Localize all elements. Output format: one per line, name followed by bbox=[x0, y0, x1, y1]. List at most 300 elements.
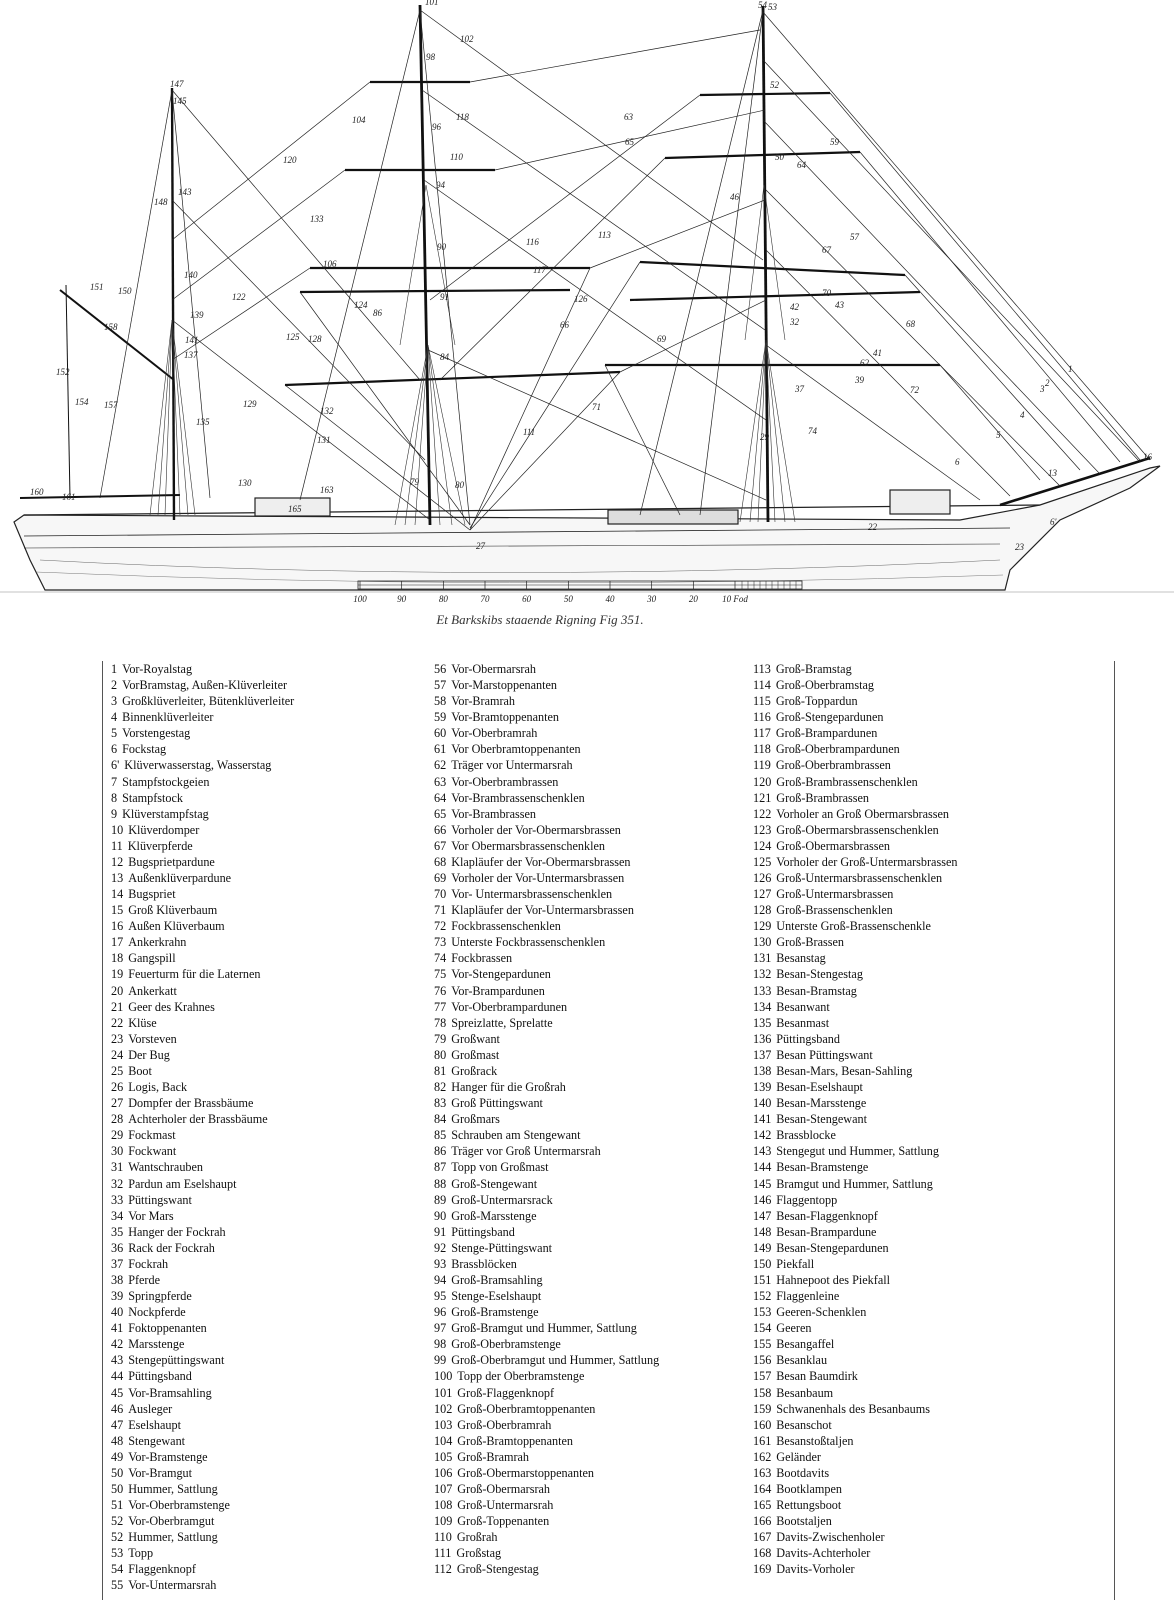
drawing-number-label: 130 bbox=[238, 478, 252, 488]
legend-term: Vor-Oberbrambrassen bbox=[451, 774, 559, 789]
legend-item bbox=[434, 725, 659, 741]
drawing-number-label: 137 bbox=[184, 350, 198, 360]
legend-number: 45 bbox=[111, 1385, 124, 1400]
legend-item bbox=[753, 983, 957, 999]
legend-number: 86 bbox=[434, 1144, 447, 1159]
drawing-number-label: 50 bbox=[775, 152, 784, 162]
legend-term: Foktoppenanten bbox=[128, 1321, 207, 1336]
legend-term: Stampfstockgeien bbox=[122, 774, 210, 789]
legend-item bbox=[753, 1304, 957, 1320]
legend-item bbox=[111, 1529, 294, 1545]
legend-term: Groß-Bramgut und Hummer, Sattlung bbox=[451, 1321, 637, 1336]
legend-number: 4 bbox=[111, 710, 118, 725]
legend-item bbox=[434, 709, 659, 725]
drawing-number-label: 165 bbox=[288, 504, 302, 514]
legend-number: 144 bbox=[753, 1160, 772, 1175]
legend-item bbox=[753, 1063, 957, 1079]
legend-item bbox=[753, 854, 957, 870]
legend-item bbox=[434, 822, 659, 838]
legend-number: 53 bbox=[111, 1546, 124, 1561]
legend-term: Vor-Marstoppenanten bbox=[451, 678, 557, 693]
legend-number: 93 bbox=[434, 1256, 447, 1271]
legend-number: 88 bbox=[434, 1176, 447, 1191]
legend-term: Stenge-Püttingswant bbox=[451, 1240, 553, 1255]
legend-term: Groß-Marsstenge bbox=[451, 1208, 537, 1223]
legend-number: 52 bbox=[111, 1530, 124, 1545]
legend-number: 83 bbox=[434, 1096, 447, 1111]
legend-number: 48 bbox=[111, 1433, 124, 1448]
legend-number: 50 bbox=[111, 1481, 124, 1496]
legend-term: Topp von Großmast bbox=[451, 1160, 549, 1175]
legend-number: 101 bbox=[434, 1385, 453, 1400]
legend-number: 78 bbox=[434, 1015, 447, 1030]
legend-number: 17 bbox=[111, 935, 124, 950]
drawing-number-label: 94 bbox=[436, 180, 445, 190]
legend-number: 153 bbox=[753, 1305, 772, 1320]
scale-label: 80 bbox=[438, 594, 448, 604]
drawing-number-label: 101 bbox=[425, 0, 439, 7]
legend-number: 139 bbox=[753, 1080, 772, 1095]
legend-item bbox=[111, 886, 294, 902]
legend-number: 112 bbox=[434, 1562, 452, 1577]
legend-number: 21 bbox=[111, 999, 124, 1014]
drawing-number-label: 125 bbox=[286, 332, 300, 342]
legend-term: Flaggenknopf bbox=[128, 1562, 196, 1577]
legend-term: Davits-Achterholer bbox=[776, 1546, 871, 1561]
legend-number: 116 bbox=[753, 710, 771, 725]
legend-term: Vorholer der Groß-Untermarsbrassen bbox=[776, 854, 958, 869]
legend-number: 123 bbox=[753, 822, 772, 837]
legend-number: 70 bbox=[434, 887, 447, 902]
legend-term: Rettungsboot bbox=[776, 1498, 842, 1513]
legend-term: Klüverpferde bbox=[127, 838, 193, 853]
legend-term: Schrauben am Stengewant bbox=[451, 1128, 581, 1143]
legend-term: Püttingsband bbox=[776, 1031, 840, 1046]
legend-number: 66 bbox=[434, 822, 447, 837]
legend-number: 157 bbox=[753, 1369, 772, 1384]
legend-item bbox=[434, 1240, 659, 1256]
legend-term: Groß-Stengepardunen bbox=[775, 710, 884, 725]
legend-number: 159 bbox=[753, 1401, 772, 1416]
drawing-number-label: 69 bbox=[657, 334, 666, 344]
legend-term: Vor-Bramgut bbox=[128, 1465, 193, 1480]
legend-item bbox=[111, 741, 294, 757]
legend-item bbox=[111, 709, 294, 725]
legend-item bbox=[434, 677, 659, 693]
legend-number: 8 bbox=[111, 790, 118, 805]
legend-term: Vor-Stengepardunen bbox=[451, 967, 551, 982]
legend-term: Wantschrauben bbox=[128, 1160, 204, 1175]
legend-term: Unterste Fockbrassenschenklen bbox=[451, 935, 606, 950]
drawing-number-label: 140 bbox=[184, 270, 198, 280]
legend-term: Besan-Mars, Besan-Sahling bbox=[776, 1063, 913, 1078]
legend-item bbox=[753, 886, 957, 902]
legend-term: Vor-Royalstag bbox=[122, 662, 193, 676]
scale-label: 70 bbox=[480, 594, 490, 604]
legend-term: Gangspill bbox=[128, 951, 176, 966]
scale-label: 30 bbox=[647, 594, 657, 604]
legend-number: 118 bbox=[753, 742, 771, 757]
legend-item bbox=[111, 1176, 294, 1192]
drawing-number-label: 117 bbox=[533, 265, 546, 275]
legend-item bbox=[111, 934, 294, 950]
legend-term: Geeren-Schenklen bbox=[776, 1305, 867, 1320]
legend-number: 23 bbox=[111, 1031, 124, 1046]
legend-item bbox=[434, 1513, 659, 1529]
legend-number: 50 bbox=[111, 1465, 124, 1480]
legend-item bbox=[434, 918, 659, 934]
legend-term: Groß-Oberbramtoppenanten bbox=[457, 1401, 596, 1416]
legend-term: Hahnepoot des Piekfall bbox=[776, 1272, 891, 1287]
legend-item bbox=[753, 1272, 957, 1288]
legend-number: 72 bbox=[434, 919, 447, 934]
legend-number: 105 bbox=[434, 1449, 453, 1464]
legend-term: Besan Püttingswant bbox=[776, 1047, 873, 1062]
legend-item bbox=[753, 1095, 957, 1111]
legend-number: 1 bbox=[111, 662, 118, 676]
legend-number: 6 bbox=[111, 742, 118, 757]
legend-number: 14 bbox=[111, 887, 124, 902]
drawing-number-label: 29 bbox=[760, 432, 769, 442]
legend-number: 147 bbox=[753, 1208, 772, 1223]
legend-term: Groß-Untermarsrack bbox=[451, 1192, 553, 1207]
drawing-number-label: 71 bbox=[592, 402, 601, 412]
legend-item bbox=[434, 870, 659, 886]
legend-number: 73 bbox=[434, 935, 447, 950]
legend-number: 108 bbox=[434, 1498, 453, 1513]
legend-term: Bramgut und Hummer, Sattlung bbox=[776, 1176, 933, 1191]
drawing-number-label: 3 bbox=[1040, 384, 1045, 394]
drawing-number-label: 41 bbox=[873, 348, 882, 358]
legend-term: Besanbaum bbox=[776, 1385, 834, 1400]
legend-number: 151 bbox=[753, 1272, 772, 1287]
legend-number: 143 bbox=[753, 1144, 772, 1159]
legend-term: Hanger für die Großrah bbox=[451, 1080, 566, 1095]
legend-item bbox=[434, 999, 659, 1015]
legend-number: 131 bbox=[753, 951, 772, 966]
drawing-number-label: 154 bbox=[75, 397, 89, 407]
legend-term: Groß-Oberbramrah bbox=[457, 1417, 552, 1432]
drawing-number-label: 113 bbox=[598, 230, 611, 240]
legend-term: Groß-Oberbramgut und Hummer, Sattlung bbox=[451, 1353, 660, 1368]
legend-item bbox=[753, 693, 957, 709]
legend-item bbox=[753, 661, 957, 677]
legend-term: Ausleger bbox=[128, 1401, 173, 1416]
legend-number: 94 bbox=[434, 1272, 447, 1287]
legend-number: 56 bbox=[434, 662, 447, 676]
legend-item bbox=[753, 1545, 957, 1561]
legend-term: Bootstaljen bbox=[776, 1514, 832, 1529]
drawing-number-label: 96 bbox=[432, 122, 441, 132]
legend-number: 57 bbox=[434, 678, 447, 693]
legend-item bbox=[111, 1031, 294, 1047]
legend-item bbox=[434, 1079, 659, 1095]
legend-term: Boot bbox=[128, 1063, 152, 1078]
drawing-number-label: 57 bbox=[850, 232, 859, 242]
legend-number: 35 bbox=[111, 1224, 124, 1239]
drawing-number-label: 91 bbox=[440, 292, 449, 302]
drawing-number-label: 23 bbox=[1015, 542, 1024, 552]
legend-number: 125 bbox=[753, 854, 772, 869]
legend-number: 141 bbox=[753, 1112, 772, 1127]
legend-item bbox=[111, 1545, 294, 1561]
drawing-number-label: 66 bbox=[560, 320, 569, 330]
legend-number: 64 bbox=[434, 790, 447, 805]
legend-number: 33 bbox=[111, 1192, 124, 1207]
legend-number: 136 bbox=[753, 1031, 772, 1046]
legend-number: 111 bbox=[434, 1546, 452, 1561]
legend-number: 98 bbox=[434, 1337, 447, 1352]
legend-term: Klüverdomper bbox=[128, 822, 200, 837]
drawing-number-label: 68 bbox=[906, 319, 915, 329]
legend-number: 152 bbox=[753, 1289, 772, 1304]
legend-term: Klapläufer der Vor-Obermarsbrassen bbox=[451, 854, 631, 869]
legend-number: 89 bbox=[434, 1192, 447, 1207]
legend-term: Bugsprietpardune bbox=[128, 854, 215, 869]
legend-number: 41 bbox=[111, 1321, 124, 1336]
legend-item bbox=[111, 1192, 294, 1208]
legend-term: Besangaffel bbox=[776, 1337, 835, 1352]
legend-number: 38 bbox=[111, 1272, 124, 1287]
legend-item bbox=[434, 1111, 659, 1127]
legend-item bbox=[753, 966, 957, 982]
legend-number: 3 bbox=[111, 694, 118, 709]
drawing-number-label: 132 bbox=[320, 406, 334, 416]
legend-item bbox=[753, 1256, 957, 1272]
legend-item bbox=[753, 1079, 957, 1095]
legend-term: Groß Klüverbaum bbox=[128, 903, 218, 918]
legend-number: 100 bbox=[434, 1369, 453, 1384]
legend-number: 5 bbox=[111, 726, 118, 741]
drawing-number-label: 67 bbox=[822, 245, 831, 255]
legend-item bbox=[111, 1015, 294, 1031]
legend-item bbox=[434, 1208, 659, 1224]
legend-term: Vorholer der Vor-Obermarsbrassen bbox=[451, 822, 621, 837]
legend-term: Stengewant bbox=[128, 1433, 186, 1448]
legend-item bbox=[753, 870, 957, 886]
legend-term: Besan-Marsstenge bbox=[776, 1096, 867, 1111]
legend-term: Püttingswant bbox=[128, 1192, 192, 1207]
legend-item bbox=[111, 725, 294, 741]
drawing-number-label: 6' bbox=[1050, 517, 1057, 527]
legend-number: 16 bbox=[111, 919, 124, 934]
legend-item bbox=[434, 1449, 659, 1465]
legend-term: Spreizlatte, Sprelatte bbox=[451, 1015, 553, 1030]
legend-number: 155 bbox=[753, 1337, 772, 1352]
legend-item bbox=[434, 1417, 659, 1433]
legend-number: 63 bbox=[434, 774, 447, 789]
legend-term: VorBramstag, Außen-Klüverleiter bbox=[122, 678, 288, 693]
legend-item bbox=[111, 806, 294, 822]
legend-number: 121 bbox=[753, 790, 772, 805]
legend-number: 60 bbox=[434, 726, 447, 741]
legend-item bbox=[434, 1320, 659, 1336]
legend-term: Fockwant bbox=[128, 1144, 177, 1159]
legend-term: Vor-Brambrassenschenklen bbox=[451, 790, 585, 805]
legend-item bbox=[434, 1401, 659, 1417]
legend-term: Besan-Bramstenge bbox=[776, 1160, 869, 1175]
legend-item bbox=[753, 902, 957, 918]
legend-item bbox=[111, 757, 294, 773]
legend-term: Brassblöcken bbox=[451, 1256, 517, 1271]
legend-item bbox=[434, 1529, 659, 1545]
drawing-number-label: 122 bbox=[232, 292, 246, 302]
drawing-number-label: 118 bbox=[456, 112, 469, 122]
legend-term: Besanmast bbox=[776, 1015, 830, 1030]
legend-item bbox=[111, 1320, 294, 1336]
legend-item bbox=[111, 1304, 294, 1320]
legend-term: Davits-Zwischenholer bbox=[776, 1530, 885, 1545]
legend-term: Groß-Obermarsbrassenschenklen bbox=[776, 822, 939, 837]
legend-number: 140 bbox=[753, 1096, 772, 1111]
legend-term: Hummer, Sattlung bbox=[128, 1530, 218, 1545]
legend-number: 154 bbox=[753, 1321, 772, 1336]
legend-item bbox=[111, 1079, 294, 1095]
legend-column-2 bbox=[434, 661, 659, 1577]
legend-term: Logis, Back bbox=[128, 1080, 188, 1095]
legend-term: Groß-Stengewant bbox=[451, 1176, 538, 1191]
legend-number: 138 bbox=[753, 1063, 772, 1078]
legend-item bbox=[753, 1449, 957, 1465]
legend-item bbox=[753, 1433, 957, 1449]
legend-number: 114 bbox=[753, 678, 771, 693]
legend-item bbox=[111, 1481, 294, 1497]
legend-term: Geer des Krahnes bbox=[128, 999, 215, 1014]
legend-term: Davits-Vorholer bbox=[776, 1562, 855, 1577]
legend-term: Besanschot bbox=[776, 1417, 832, 1432]
legend-term: Besan-Brampardune bbox=[776, 1224, 877, 1239]
legend-term: Groß-Untermarsbrassen bbox=[776, 887, 894, 902]
legend-item bbox=[753, 1320, 957, 1336]
legend-term: Besan-Bramstag bbox=[776, 983, 857, 998]
legend-item bbox=[434, 1272, 659, 1288]
legend-number: 129 bbox=[753, 919, 772, 934]
legend-item bbox=[753, 1159, 957, 1175]
legend-item bbox=[753, 1127, 957, 1143]
legend-term: Groß-Toppardun bbox=[775, 694, 858, 709]
legend-item bbox=[111, 1063, 294, 1079]
drawing-number-label: 32 bbox=[790, 317, 799, 327]
legend-number: 156 bbox=[753, 1353, 772, 1368]
legend-term: Vorholer an Groß Obermarsbrassen bbox=[776, 806, 949, 821]
legend-number: 65 bbox=[434, 806, 447, 821]
legend-item bbox=[753, 725, 957, 741]
legend-term: Vor-Bramrah bbox=[451, 694, 516, 709]
legend-number: 76 bbox=[434, 983, 447, 998]
legend-item bbox=[434, 934, 659, 950]
legend-term: Groß-Obermarsbrassen bbox=[776, 838, 890, 853]
legend-item bbox=[434, 1015, 659, 1031]
legend-item bbox=[753, 918, 957, 934]
legend-term: Groß-Bramrah bbox=[457, 1449, 530, 1464]
legend-item bbox=[111, 1561, 294, 1577]
legend-term: Schwanenhals des Besanbaums bbox=[776, 1401, 930, 1416]
legend-number: 99 bbox=[434, 1353, 447, 1368]
scale-label: 100 bbox=[353, 594, 367, 604]
legend-item bbox=[111, 950, 294, 966]
legend-item bbox=[753, 1047, 957, 1063]
legend-item bbox=[753, 1561, 957, 1577]
legend-term: Außen Klüverbaum bbox=[128, 919, 225, 934]
legend-number: 122 bbox=[753, 806, 772, 821]
legend-term: Groß-Flaggenknopf bbox=[457, 1385, 555, 1400]
legend-term: Groß-Obermarsrah bbox=[457, 1481, 551, 1496]
legend-term: Groß-Bramsahling bbox=[451, 1272, 543, 1287]
legend-number: 126 bbox=[753, 871, 772, 886]
legend-item bbox=[111, 1272, 294, 1288]
legend-item bbox=[434, 1336, 659, 1352]
legend-item bbox=[434, 757, 659, 773]
legend-item bbox=[753, 950, 957, 966]
legend-item bbox=[434, 983, 659, 999]
drawing-number-label: 42 bbox=[790, 302, 799, 312]
legend-term: Groß-Bramstag bbox=[775, 662, 852, 676]
legend-number: 81 bbox=[434, 1063, 447, 1078]
legend-item bbox=[111, 1159, 294, 1175]
legend-item bbox=[434, 1545, 659, 1561]
legend-number: 163 bbox=[753, 1465, 772, 1480]
scale-label: 40 bbox=[605, 594, 615, 604]
legend-number: 42 bbox=[111, 1337, 124, 1352]
legend-item bbox=[434, 1385, 659, 1401]
legend-term: Püttingsband bbox=[128, 1369, 192, 1384]
legend-item bbox=[753, 1224, 957, 1240]
drawing-number-label: 158 bbox=[104, 322, 118, 332]
drawing-number-label: 4 bbox=[1020, 410, 1025, 420]
legend-item bbox=[111, 838, 294, 854]
legend-number: 43 bbox=[111, 1353, 124, 1368]
legend-term: Fockbrassenschenklen bbox=[451, 919, 561, 934]
legend-term: Rack der Fockrah bbox=[128, 1240, 215, 1255]
legend-term: Vor Oberbramtoppenanten bbox=[451, 742, 581, 757]
legend-term: Feuerturm für die Laternen bbox=[128, 967, 261, 982]
legend-term: Besanstag bbox=[776, 951, 826, 966]
legend-number: 59 bbox=[434, 710, 447, 725]
legend-number: 130 bbox=[753, 935, 772, 950]
legend-item bbox=[753, 1352, 957, 1368]
legend-number: 74 bbox=[434, 951, 447, 966]
legend-item bbox=[111, 1208, 294, 1224]
legend-item bbox=[434, 1095, 659, 1111]
legend-number: 106 bbox=[434, 1465, 453, 1480]
legend-item bbox=[753, 1401, 957, 1417]
legend-term: Stenge-Eselshaupt bbox=[451, 1289, 542, 1304]
legend-item bbox=[753, 1385, 957, 1401]
legend-number: 10 bbox=[111, 822, 124, 837]
legend-item bbox=[753, 1417, 957, 1433]
legend-number: 166 bbox=[753, 1514, 772, 1529]
legend-term: Vor-Bramtoppenanten bbox=[451, 710, 560, 725]
drawing-number-label: 84 bbox=[440, 352, 449, 362]
legend-term: Groß-Untermarsrah bbox=[457, 1498, 554, 1513]
drawing-number-label: 53 bbox=[768, 2, 777, 12]
legend-term: Vor Obermarsbrassenschenklen bbox=[451, 838, 605, 853]
legend-item bbox=[753, 838, 957, 854]
legend-item bbox=[434, 1224, 659, 1240]
drawing-number-label: 160 bbox=[30, 487, 44, 497]
drawing-number-label: 39 bbox=[855, 375, 864, 385]
legend-number: 120 bbox=[753, 774, 772, 789]
legend-number: 25 bbox=[111, 1063, 124, 1078]
legend-item bbox=[434, 1256, 659, 1272]
legend-term: Großrack bbox=[451, 1063, 498, 1078]
legend-term: Vor-Brampardunen bbox=[451, 983, 545, 998]
legend-number: 62 bbox=[434, 758, 447, 773]
legend-term: Vor-Bramsahling bbox=[128, 1385, 212, 1400]
drawing-number-label: 64 bbox=[797, 160, 806, 170]
legend-number: 19 bbox=[111, 967, 124, 982]
drawing-number-label: 150 bbox=[118, 286, 132, 296]
